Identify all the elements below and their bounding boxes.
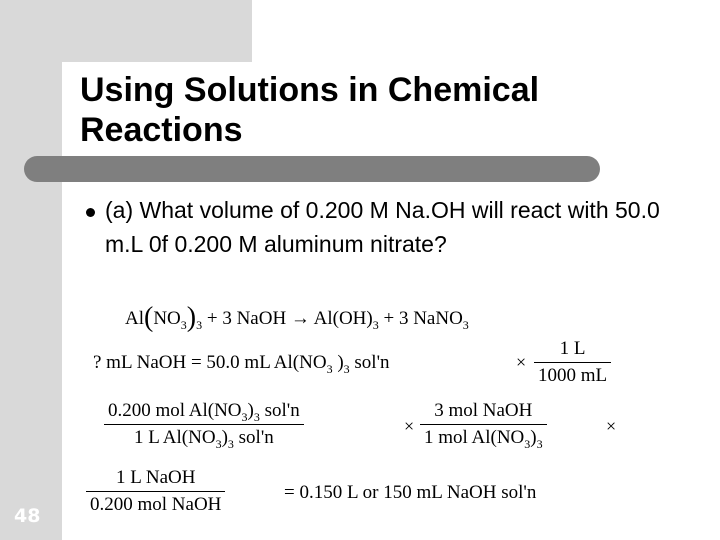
calc-text: sol'n	[233, 427, 274, 448]
calc-text: 1 mol Al(NO	[424, 427, 525, 448]
calc-text: 0.200 mol Al(NO	[108, 400, 242, 421]
eq-sub: 3	[372, 318, 379, 332]
fraction-denominator: 1000 mL	[538, 365, 608, 386]
multiply-sign: ×	[404, 416, 415, 436]
fraction-naoh-molarity	[86, 467, 225, 516]
calc-text: )	[332, 352, 344, 373]
calc-sub: 3	[253, 410, 260, 424]
eq-al: Al	[125, 308, 144, 329]
multiply-sign: ×	[606, 416, 617, 436]
calc-sub: 3	[215, 437, 222, 451]
slide-number: 48	[14, 505, 41, 527]
calc-sub: 3	[241, 410, 248, 424]
eq-end: + 3 NaNO	[378, 308, 463, 329]
eq-no: NO	[153, 308, 181, 329]
fraction-denominator: 0.200 mol NaOH	[90, 494, 222, 515]
fraction-mole-ratio	[420, 400, 547, 449]
fraction-molarity	[104, 400, 304, 449]
calc-text: sol'n	[349, 352, 390, 373]
fraction-liters	[534, 338, 611, 387]
calc-text: ? mL NaOH = 50.0 mL Al(NO	[93, 352, 327, 373]
calc-line-1	[93, 352, 390, 374]
fraction-numerator	[104, 400, 304, 425]
fraction-denominator	[104, 425, 304, 449]
reaction-equation: $Al(NO_3)_3 + 3$ NaOH → $Al(OH)_3 + 3$ NaNO$_3$	[125, 302, 469, 333]
fraction-numerator: 1 L	[534, 338, 611, 363]
bullet-icon	[86, 208, 95, 217]
top-decor-block	[0, 0, 252, 62]
calc-result: = 0.150 L or 150 mL NaOH sol'n	[284, 482, 537, 503]
calc-text: )	[221, 427, 228, 448]
title-divider	[24, 156, 600, 182]
eq-sub: 3	[180, 318, 187, 332]
calc-text: )	[247, 400, 254, 421]
calc-sub: 3	[536, 437, 543, 451]
slide-title: Using Solutions in Chemical Reactions	[80, 71, 540, 149]
question-text: (a) What volume of 0.200 M Na.OH will react with 50.0 m.L 0f 0.200 M aluminum nitrate?	[105, 197, 660, 257]
calc-sub: 3	[326, 362, 333, 376]
eq-rest: + 3 NaOH → Al(OH)	[202, 308, 373, 329]
eq-sub: 3	[196, 318, 203, 332]
fraction-denominator	[420, 425, 547, 449]
eq-sub: 3	[462, 318, 469, 332]
calc-text: )	[530, 427, 537, 448]
multiply-sign: ×	[516, 352, 527, 372]
left-decor-bar	[0, 0, 62, 540]
fraction-numerator: 1 L NaOH	[86, 467, 225, 492]
calc-sub: 3	[524, 437, 531, 451]
calc-sub: 3	[343, 362, 350, 376]
calc-sub: 3	[227, 437, 234, 451]
calc-text: 1 L Al(NO	[133, 427, 216, 448]
fraction-numerator: 3 mol NaOH	[420, 400, 547, 425]
calc-text: sol'n	[259, 400, 300, 421]
